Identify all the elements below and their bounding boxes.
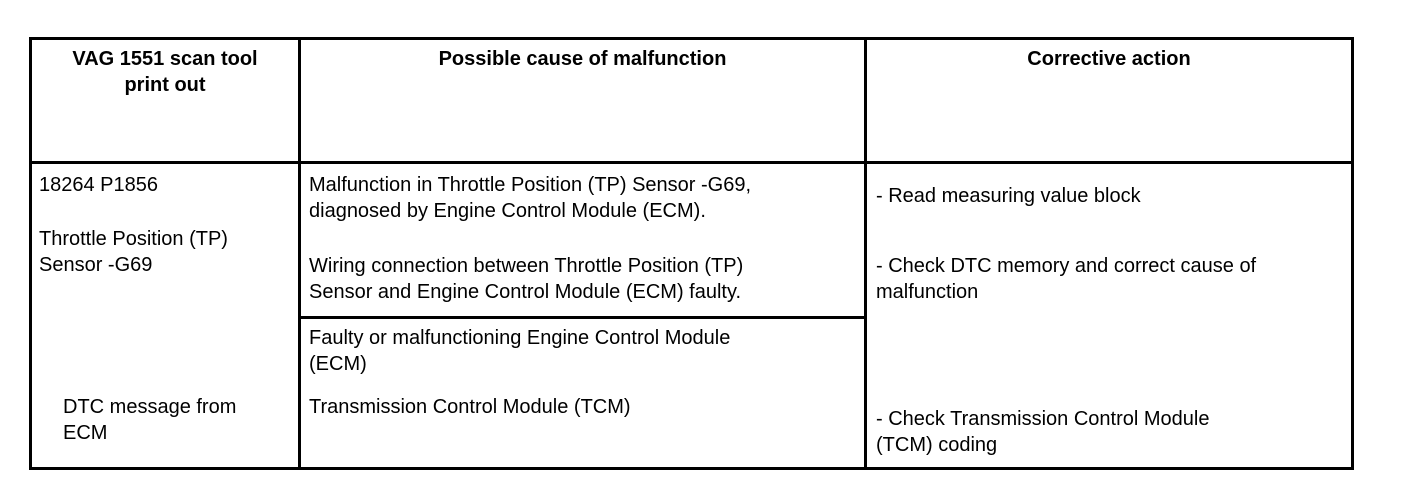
cause-ecm-line2: (ECM) (309, 353, 367, 375)
header-scan-tool (32, 46, 298, 98)
dtc-message-line1: DTC message from (63, 396, 237, 418)
cause-tp-sensor-line2: diagnosed by Engine Control Module (ECM). (309, 200, 706, 222)
dtc-message-line2: ECM (63, 422, 108, 444)
dtc-code: 18264 P1856 (39, 174, 159, 196)
column-divider-1 (298, 40, 301, 467)
action-check-dtc (876, 253, 1256, 305)
header-scan-tool-line1: VAG 1551 scan tool (72, 48, 258, 70)
action-check-tcm-line1: - Check Transmission Control Module (876, 408, 1210, 430)
cause-ecm (309, 325, 730, 377)
action-check-dtc-line2: malfunction (876, 281, 979, 303)
cause-ecm-line1: Faulty or malfunctioning Engine Control Module (309, 327, 731, 349)
dtc-message (63, 394, 236, 446)
header-corrective-action: Corrective action (1027, 48, 1191, 70)
component-name-line1: Throttle Position (TP) (39, 228, 228, 250)
header-possible-cause: Possible cause of malfunction (438, 48, 727, 70)
dtc-table (29, 37, 1354, 470)
header-scan-tool-line2: print out (124, 74, 206, 96)
action-check-tcm-line2: (TCM) coding (876, 434, 998, 456)
cause-tp-sensor-line1: Malfunction in Throttle Position (TP) Sensor -G69, (309, 174, 752, 196)
cause-wiring-line1: Wiring connection between Throttle Position (TP) (309, 255, 744, 277)
cause-wiring (309, 253, 743, 305)
header-divider (32, 161, 1351, 164)
cause-tp-sensor (309, 172, 751, 224)
cause-row-divider (298, 316, 867, 319)
component-name-line2: Sensor -G69 (39, 254, 153, 276)
component-name (39, 226, 228, 278)
column-divider-2 (864, 40, 867, 467)
cause-tcm: Transmission Control Module (TCM) (309, 396, 631, 418)
cause-wiring-line2: Sensor and Engine Control Module (ECM) faulty. (309, 281, 742, 303)
action-read-block: - Read measuring value block (876, 185, 1141, 207)
action-check-tcm (876, 406, 1209, 458)
action-check-dtc-line1: - Check DTC memory and correct cause of (876, 255, 1257, 277)
